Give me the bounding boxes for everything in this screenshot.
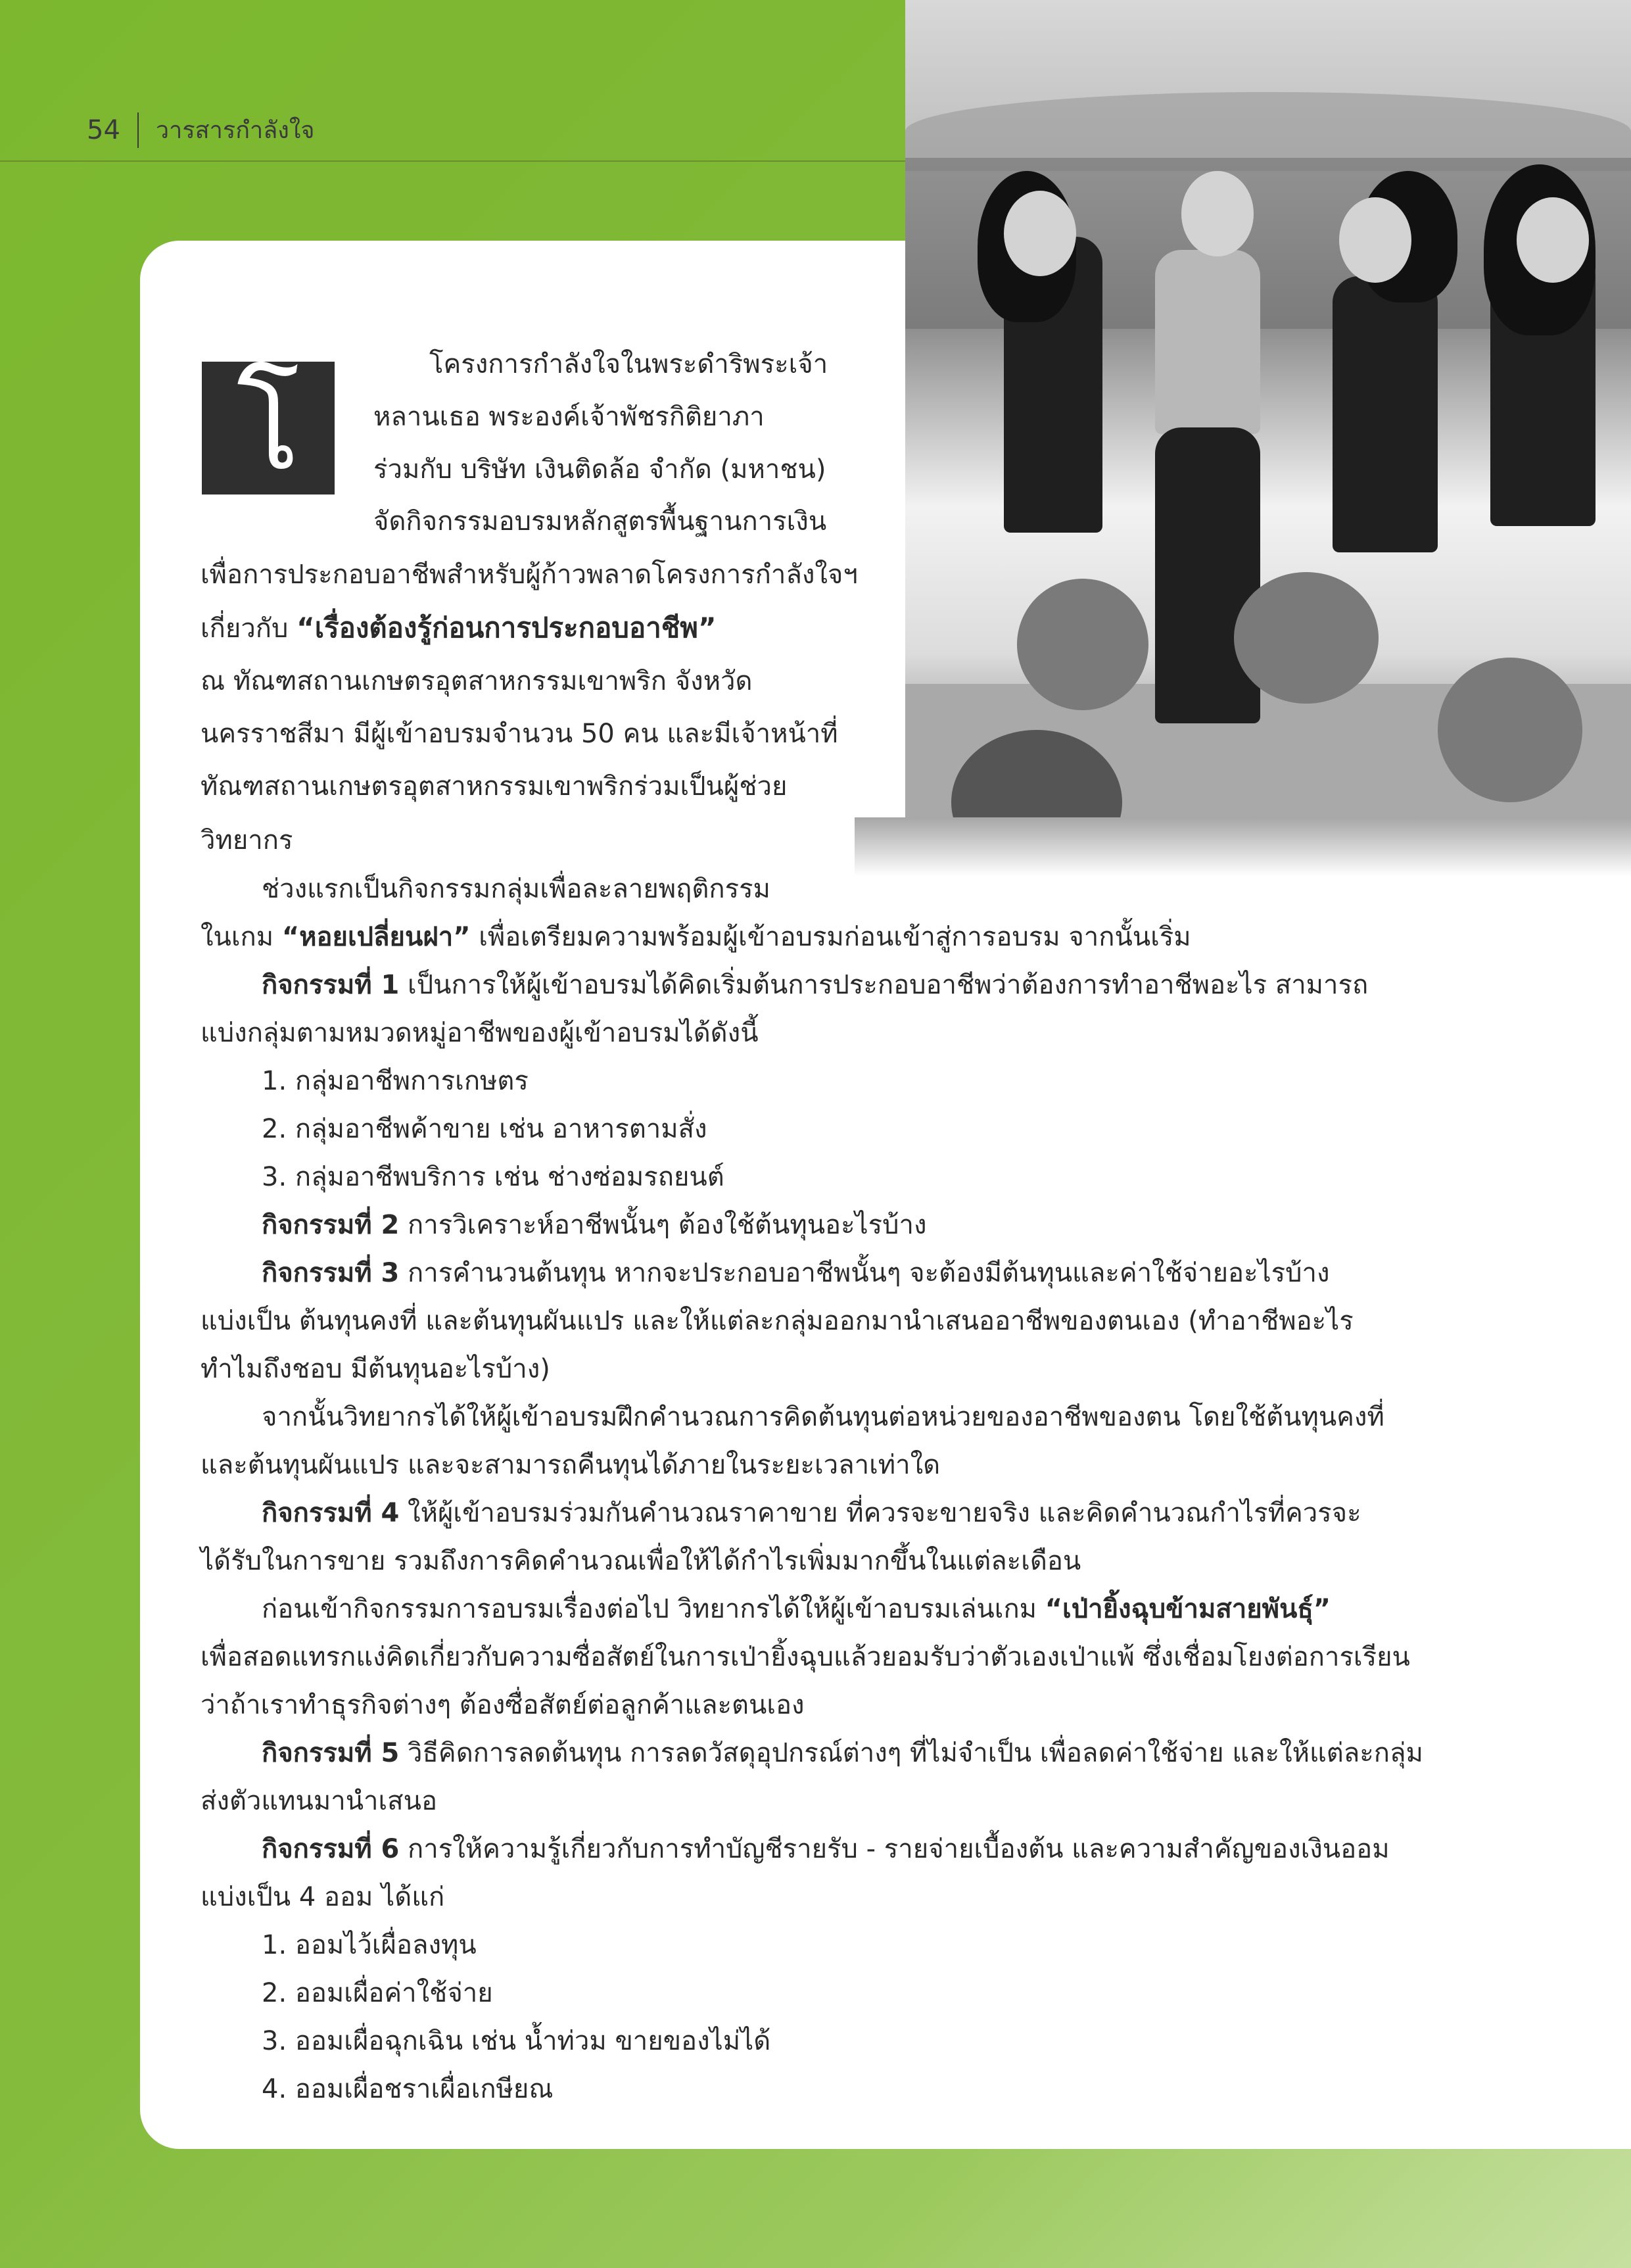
photo-person-3 [1333, 276, 1438, 552]
photo-head-4 [1517, 197, 1589, 283]
page-number: 54 [87, 114, 120, 145]
body-line-p3-2: เพื่อสอดแทรกแง่คิดเกี่ยวกับความซื่อสัตย์ในการเป่ายิ้งฉุบแล้วยอมรับว่าตัวเองเป่าแพ้ ซึ่งเชื่อมโยงต่อการเรียน [201, 1642, 1410, 1672]
activity-4-text: ให้ผู้เข้าอบรมร่วมกันคำนวณราคาขาย ที่ควรจะขายจริง และคิดคำนวณกำไรที่ควรจะ [399, 1498, 1361, 1528]
intro-line-6-text: เกี่ยวกับ [201, 614, 297, 644]
activity-1-line-2: แบ่งกลุ่มตามหมวดหมู่อาชีพของผู้เข้าอบรมได้ดังนี้ [201, 1018, 759, 1048]
activity-4-line-1 [262, 1497, 1361, 1530]
photo-head-2 [1181, 171, 1254, 256]
activity-6-line-1 [262, 1833, 1390, 1866]
activity-3-line-3: ทำไมถึงชอบ มีต้นทุนอะไรบ้าง) [201, 1354, 550, 1384]
p3-text-a: ก่อนเข้ากิจกรรมการอบรมเรื่องต่อไป วิทยากรได้ให้ผู้เข้าอบรมเล่นเกม [262, 1594, 1045, 1624]
activity-6-line-2: แบ่งเป็น 4 ออม ได้แก่ [201, 1882, 445, 1912]
intro-line-3: ร่วมกับ บริษัท เงินติดล้อ จำกัด (มหาชน) [373, 454, 826, 485]
activity-3-label: กิจกรรมที่ 3 [262, 1258, 400, 1288]
activity-4-line-2: ได้รับในการขาย รวมถึงการคิดคำนวณเพื่อให้ได้กำไรเพิ่มมากขึ้นในแต่ละเดือน [201, 1546, 1081, 1576]
activity-1-text: เป็นการให้ผู้เข้าอบรมได้คิดเริ่มต้นการประกอบอาชีพว่าต้องการทำอาชีพอะไร สามารถ [399, 970, 1369, 1000]
activity-2-line [262, 1209, 927, 1242]
group-item-3: 3. กลุ่มอาชีพบริการ เช่น ช่างซ่อมรถยนต์ [262, 1162, 724, 1192]
photo-audience-1 [1017, 579, 1148, 710]
photo-head-1 [1004, 191, 1076, 276]
intro-line-2: หลานเธอ พระองค์เจ้าพัชรกิติยาภา [373, 402, 765, 432]
game-title-2: “เป่ายิ้งฉุบข้ามสายพันธุ์” [1045, 1594, 1331, 1624]
intro-line-9: ทัณฑสถานเกษตรอุตสาหกรรมเขาพริกร่วมเป็นผู้ช่วย [201, 771, 788, 802]
game-title-1: “หอยเปลี่ยนฝา” [281, 922, 471, 952]
activity-5-line-2: ส่งตัวแทนมานำเสนอ [201, 1786, 437, 1816]
intro-line-1: โครงการกำลังใจในพระดำริพระเจ้า [429, 349, 828, 379]
activity-3-line-2: แบ่งเป็น ต้นทุนคงที่ และต้นทุนผันแปร และให้แต่ละกลุ่มออกมานำเสนออาชีพของตนเอง (ทำอาชีพอะไร [201, 1306, 1354, 1336]
body-line-p1-2 [201, 921, 1191, 953]
intro-line-6 [201, 612, 717, 645]
activity-1-line-1 [262, 969, 1368, 1001]
intro-line-10: วิทยากร [201, 825, 293, 856]
body-line-p2-1: จากนั้นวิทยากรได้ให้ผู้เข้าอบรมฝึกคำนวณการคิดต้นทุนต่อหน่วยของอาชีพของตน โดยใช้ต้นทุนคงที่ [262, 1402, 1384, 1432]
body-line-p1-1: ช่วงแรกเป็นกิจกรรมกลุ่มเพื่อละลายพฤติกรรม [262, 874, 770, 904]
activity-3-text: การคำนวนต้นทุน หากจะประกอบอาชีพนั้นๆ จะต้องมีต้นทุนและค่าใช้จ่ายอะไรบ้าง [399, 1258, 1330, 1288]
activity-5-line-1 [262, 1737, 1423, 1770]
body-line-p3-3: ว่าถ้าเราทำธุรกิจต่างๆ ต้องซื่อสัตย์ต่อลูกค้าและตนเอง [201, 1690, 805, 1720]
intro-topic-title: “เรื่องต้องรู้ก่อนการประกอบอาชีพ” [296, 612, 717, 644]
photo-person-2 [1155, 250, 1260, 434]
intro-line-4: จัดกิจกรรมอบรมหลักสูตรพื้นฐานการเงิน [373, 506, 827, 537]
header-divider [137, 112, 139, 148]
photo-audience-2 [1234, 572, 1379, 704]
savings-item-1: 1. ออมไว้เผื่อลงทุน [262, 1930, 477, 1960]
intro-line-5: เพื่อการประกอบอาชีพสำหรับผู้ก้าวพลาดโครงการกำลังใจฯ [201, 560, 858, 590]
savings-item-3: 3. ออมเผื่อฉุกเฉิน เช่น น้ำท่วม ขายของไม่ได้ [262, 2026, 771, 2056]
activity-photo [905, 0, 1631, 817]
group-item-2: 2. กลุ่มอาชีพค้าขาย เช่น อาหารตามสั่ง [262, 1114, 707, 1144]
activity-2-label: กิจกรรมที่ 2 [262, 1210, 400, 1240]
group-item-1: 1. กลุ่มอาชีพการเกษตร [262, 1066, 529, 1096]
body-line-p2-2: และต้นทุนผันแปร และจะสามารถคืนทุนได้ภายในระยะเวลาเท่าใด [201, 1450, 941, 1480]
page-header [0, 99, 920, 161]
body-line-p3-1 [262, 1593, 1331, 1626]
photo-shadow [855, 817, 1631, 877]
activity-5-text: วิธีคิดการลดต้นทุน การลดวัสดุอุปกรณ์ต่างๆ ที่ไม่จำเป็น เพื่อลดค่าใช้จ่าย และให้แต่ละกลุ่ม [399, 1738, 1423, 1768]
intro-line-7: ณ ทัณฑสถานเกษตรอุตสาหกรรมเขาพริก จังหวัด [201, 666, 753, 696]
photo-audience-3 [1438, 658, 1582, 802]
photo-person-2-legs [1155, 427, 1260, 723]
p1-text-a: ในเกม [201, 922, 282, 952]
intro-line-8: นครราชสีมา มีผู้เข้าอบรมจำนวน 50 คน และมีเจ้าหน้าที่ [201, 719, 838, 749]
activity-3-line-1 [262, 1257, 1330, 1290]
activity-6-text: การให้ความรู้เกี่ยวกับการทำบัญชีรายรับ - รายจ่ายเบื้องต้น และความสำคัญของเงินออม [399, 1834, 1390, 1864]
activity-5-label: กิจกรรมที่ 5 [262, 1738, 400, 1768]
savings-item-4: 4. ออมเผื่อชราเผื่อเกษียณ [262, 2074, 554, 2104]
photo-head-3 [1339, 197, 1411, 283]
activity-1-label: กิจกรรมที่ 1 [262, 970, 400, 1000]
activity-6-label: กิจกรรมที่ 6 [262, 1834, 400, 1864]
p1-text-c: เพื่อเตรียมความพร้อมผู้เข้าอบรมก่อนเข้าสู่การอบรม จากนั้นเริ่ม [470, 922, 1191, 952]
savings-item-2: 2. ออมเผื่อค่าใช้จ่าย [262, 1978, 493, 2008]
header-rule [0, 160, 907, 162]
drop-cap: โ [202, 362, 335, 495]
activity-4-label: กิจกรรมที่ 4 [262, 1498, 400, 1528]
journal-title: วารสารกำลังใจ [155, 117, 315, 144]
activity-2-text: การวิเคราะห์อาชีพนั้นๆ ต้องใช้ต้นทุนอะไรบ้าง [399, 1210, 927, 1240]
